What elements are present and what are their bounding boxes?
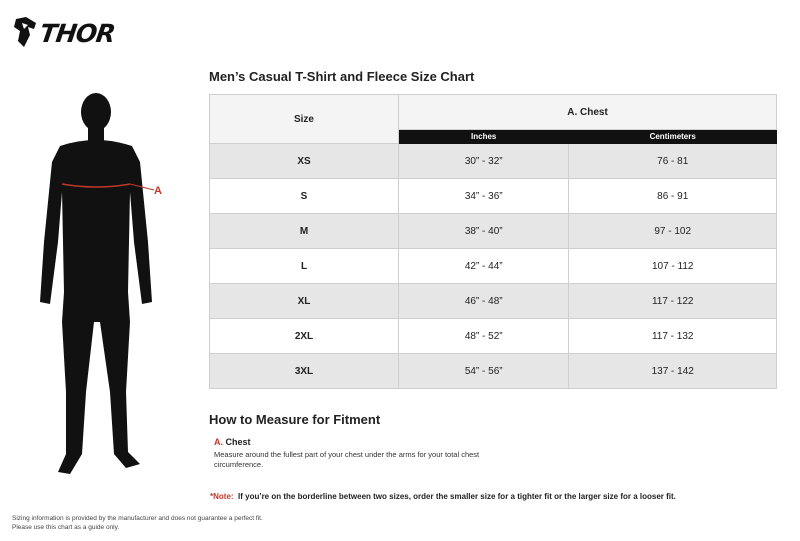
disclaimer-line-1: Sizing information is provided by the manufacturer and does not guarantee a perfect fit. — [12, 515, 263, 522]
chest-letter: A. — [214, 437, 223, 447]
size-cell: XS — [210, 144, 399, 179]
table-row — [210, 144, 777, 179]
size-chart-table — [209, 94, 777, 389]
cm-cell: 86 - 91 — [569, 179, 777, 214]
size-cell: 3XL — [210, 354, 399, 389]
table-row — [210, 354, 777, 389]
table-row — [210, 249, 777, 284]
inches-cell: 34” - 36” — [399, 179, 569, 214]
size-cell: 2XL — [210, 319, 399, 354]
inches-cell: 46” - 48” — [399, 284, 569, 319]
header-inches: Inches — [399, 130, 569, 144]
header-chest: A. Chest — [399, 95, 777, 130]
table-row — [210, 214, 777, 249]
cm-cell: 137 - 142 — [569, 354, 777, 389]
size-cell: M — [210, 214, 399, 249]
cm-cell: 76 - 81 — [569, 144, 777, 179]
header-size: Size — [210, 95, 399, 144]
header-centimeters: Centimeters — [569, 130, 777, 144]
disclaimer — [12, 514, 332, 532]
table-row — [210, 284, 777, 319]
table-row — [210, 179, 777, 214]
inches-cell: 42” - 44” — [399, 249, 569, 284]
cm-cell: 107 - 112 — [569, 249, 777, 284]
inches-cell: 48” - 52” — [399, 319, 569, 354]
size-cell: L — [210, 249, 399, 284]
thor-logo[interactable] — [12, 16, 117, 50]
logo-text: THOR — [37, 18, 117, 48]
size-cell: XL — [210, 284, 399, 319]
chest-description: Measure around the fullest part of your chest under the arms for your total chest circumference. — [214, 450, 480, 469]
thor-helmet-icon — [12, 17, 38, 49]
disclaimer-line-2: Please use this chart as a guide only. — [12, 524, 120, 531]
cm-cell: 117 - 132 — [569, 319, 777, 354]
fit-note — [210, 492, 676, 501]
size-cell: S — [210, 179, 399, 214]
cm-cell: 117 - 122 — [569, 284, 777, 319]
inches-cell: 54” - 56” — [399, 354, 569, 389]
chart-title: Men’s Casual T-Shirt and Fleece Size Chart — [209, 69, 475, 84]
table-row — [210, 319, 777, 354]
cm-cell: 97 - 102 — [569, 214, 777, 249]
measure-label-a: A — [154, 185, 162, 197]
inches-cell: 30” - 32” — [399, 144, 569, 179]
note-text: If you’re on the borderline between two sizes, order the smaller size for a tighter fit or the larger size for a looser fit. — [238, 492, 676, 501]
body-silhouette — [30, 92, 160, 482]
measure-title: How to Measure for Fitment — [209, 412, 381, 427]
chest-label: Chest — [225, 437, 251, 447]
inches-cell: 38” - 40” — [399, 214, 569, 249]
note-prefix: *Note: — [210, 492, 234, 501]
chest-heading — [214, 437, 251, 447]
